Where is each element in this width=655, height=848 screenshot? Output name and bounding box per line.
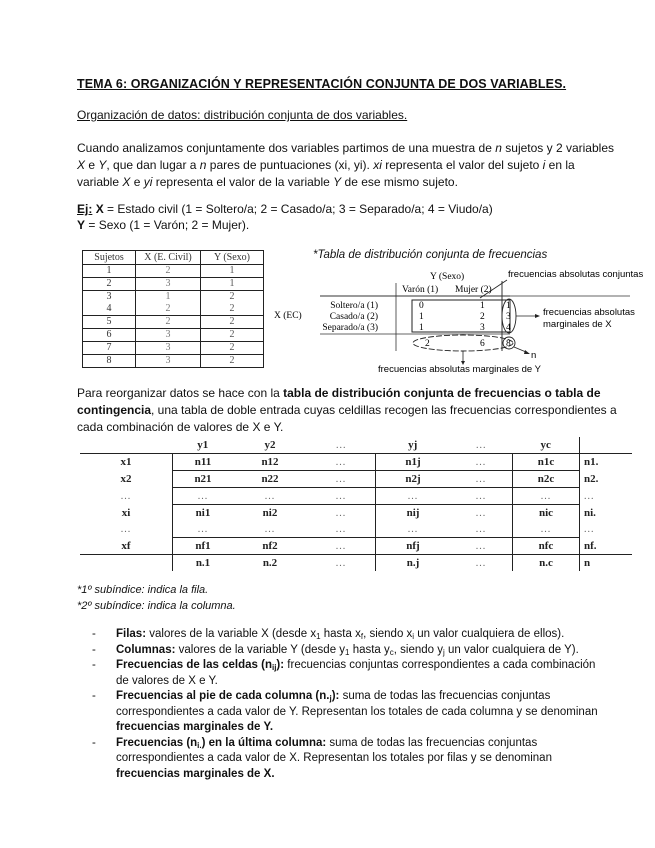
contingency-cell: ... [450, 471, 513, 488]
table-cell: 1 [83, 265, 136, 278]
list-item-filas [92, 627, 602, 643]
contingency-cell: yc [513, 437, 580, 454]
text: representa el valor del sujeto [381, 158, 543, 172]
row-header: Soltero/a (1) [330, 301, 378, 311]
contingency-cell: y2 [233, 437, 307, 454]
contingency-cell: n2. [580, 471, 633, 488]
subscript: ij [271, 663, 277, 672]
table-header-row [83, 251, 264, 265]
dash: - [92, 643, 96, 656]
contingency-cell: ... [307, 437, 376, 454]
subscript: 1 [316, 632, 321, 641]
text: Para reorganizar datos se hace con la [77, 386, 284, 400]
text: yi [143, 175, 153, 189]
text: e [130, 175, 144, 189]
subscript-notes [77, 582, 236, 614]
table-cell: 3 [136, 329, 201, 342]
contingency-cell: ... [233, 488, 307, 505]
bold-text: ): [276, 659, 285, 671]
contingency-cell: ... [120, 490, 132, 502]
text: , siendo x [363, 628, 413, 640]
row-header: Casado/a (2) [329, 312, 378, 322]
table-cell: 2 [83, 278, 136, 291]
contingency-cell: ... [450, 538, 513, 555]
table-row [83, 291, 264, 304]
subscript: j [329, 694, 332, 703]
data-row [80, 521, 632, 538]
row-total: 4 [506, 323, 511, 333]
table-cell: 3 [83, 291, 136, 304]
text: i [542, 158, 546, 172]
contingency-cell: ... [335, 507, 347, 519]
annotation-marginal-y: frecuencias absolutas marginales de Y [378, 364, 542, 375]
table-cell: 2 [136, 265, 201, 278]
text: hasta x [320, 628, 361, 640]
bold-text: frecuencias marginales de X. [116, 767, 275, 780]
cell: 1 [419, 312, 424, 322]
contingency-cell: ... [376, 521, 451, 538]
contingency-cell: ... [450, 521, 513, 538]
text: Y [333, 175, 342, 189]
data-row [80, 488, 632, 505]
contingency-cell [80, 437, 173, 454]
table-cell: 2 [201, 303, 264, 316]
table-row [83, 355, 264, 368]
contingency-cell: y1 [173, 437, 234, 454]
contingency-cell: ... [173, 488, 234, 505]
arrowhead-icon [524, 350, 530, 354]
contingency-cell: ... [475, 557, 487, 569]
contingency-table [80, 437, 632, 571]
contingency-cell: ni1 [173, 505, 234, 522]
contingency-cell: ... [450, 454, 513, 471]
contingency-cell: n2c [513, 471, 580, 488]
table-cell: 2 [136, 316, 201, 329]
contingency-cell: n1c [513, 454, 580, 471]
bold-text: tabla de distribución conjunta de frecuencias o tabla de contingencia [77, 386, 601, 417]
contingency-cell: ... [307, 488, 376, 505]
note: *1º subíndice: indica la fila. [77, 584, 209, 596]
col-header: Mujer (2) [455, 285, 492, 295]
cell: 1 [480, 301, 485, 311]
contingency-cell: n1. [580, 454, 633, 471]
contingency-cell: ... [513, 521, 580, 538]
cell: 0 [419, 301, 424, 311]
example-x-line [77, 201, 617, 217]
table-row [83, 303, 264, 316]
contingency-cell: ... [120, 523, 132, 535]
contingency-cell: ... [307, 521, 376, 538]
text: , siendo y [393, 643, 444, 656]
contingency-cell: ... [376, 488, 451, 505]
text: Cuando analizamos conjuntamente dos variables partimos de una muestra de [77, 141, 496, 155]
table-cell: 3 [136, 278, 201, 291]
contingency-cell: xf [80, 538, 173, 555]
text: en la variable [77, 158, 575, 189]
intro-paragraph [77, 140, 617, 191]
contingency-cell: nf1 [173, 538, 234, 555]
contingency-cell: nf2 [233, 538, 307, 555]
data-row [80, 471, 632, 488]
cell: 3 [480, 323, 485, 333]
contingency-cell: x1 [120, 456, 132, 469]
subscript: i [412, 632, 415, 641]
table-cell: 7 [83, 342, 136, 355]
grand-total: 8 [506, 339, 511, 349]
text: hasta y [349, 643, 390, 656]
contingency-cell: ... [450, 437, 513, 454]
diagram-title: *Tabla de distribución conjunta de frecuencias [313, 249, 548, 261]
example-block [77, 201, 617, 233]
table-cell: 2 [201, 329, 264, 342]
header-row [80, 437, 632, 454]
text: pares de puntuaciones (xi, yi). [206, 158, 374, 172]
contingency-cell: n.j [376, 555, 451, 572]
list-item-celdas [92, 658, 602, 689]
row-header: Separado/a (3) [322, 323, 378, 333]
text: X [77, 158, 86, 172]
contingency-cell: ... [513, 488, 580, 505]
contingency-cell: ni. [580, 505, 633, 522]
example-label: Ej: [77, 202, 93, 216]
x-var: X [95, 202, 104, 216]
table-cell: 2 [201, 316, 264, 329]
header-cell: Sujetos [83, 251, 136, 265]
dash: - [92, 628, 96, 640]
text: valores de la variable X (desde x [146, 628, 317, 640]
text: frecuencias conjuntas correspondientes a cada combinación de valores de X e Y. [116, 659, 596, 687]
subjects-data-table [82, 250, 264, 368]
subscript: 1 [345, 647, 350, 657]
text: un valor cualquiera de ellos). [414, 628, 565, 640]
definitions-list [92, 627, 602, 782]
table-cell: 2 [201, 291, 264, 304]
contingency-cell: ... [580, 521, 633, 538]
header-cell: X (E. Civil) [136, 251, 201, 265]
footer-row [80, 555, 632, 572]
table-row [83, 329, 264, 342]
contingency-cell: nic [513, 505, 580, 522]
y-var: Y [77, 218, 86, 232]
text: e [85, 158, 99, 172]
text: suma de todas las frecuencias conjuntas correspondientes a cada valor de X. Representan los totales por filas y se denominan [116, 736, 552, 764]
bold-text: frecuencias marginales de Y. [116, 721, 274, 733]
text: Y [98, 158, 107, 172]
dash: - [92, 659, 96, 671]
contingency-cell: ... [335, 557, 347, 569]
contingency-paragraph [77, 385, 617, 436]
contingency-cell: ... [307, 538, 376, 555]
header-cell: Y (Sexo) [201, 251, 264, 265]
annotation-n: n [531, 350, 537, 361]
data-row [80, 538, 632, 555]
contingency-cell: ... [233, 521, 307, 538]
list-item-ultima-columna [92, 736, 602, 783]
text: de ese mismo sujeto. [341, 175, 458, 189]
contingency-cell: ... [307, 454, 376, 471]
table-cell: 5 [83, 316, 136, 329]
joint-frequencies-box [412, 300, 510, 332]
contingency-cell: n1j [376, 454, 451, 471]
contingency-cell: nfj [376, 538, 451, 555]
table-cell: 6 [83, 329, 136, 342]
y-variable-label: Y (Sexo) [430, 272, 465, 282]
contingency-cell: n22 [233, 471, 307, 488]
list-item-columnas [92, 643, 602, 659]
document-title: TEMA 6: ORGANIZACIÓN Y REPRESENTACIÓN CONJUNTA DE DOS VARIABLES. [77, 77, 567, 91]
note: *2º subíndice: indica la columna. [77, 600, 236, 612]
table-cell: 8 [83, 355, 136, 368]
example-y-line [77, 217, 617, 233]
annotation-marginal-x: frecuencias absolutas [543, 307, 635, 318]
frequency-diagram [270, 265, 650, 375]
table-cell: 1 [136, 291, 201, 304]
contingency-cell: n2j [376, 471, 451, 488]
contingency-cell: ... [475, 507, 487, 519]
table-body [83, 265, 264, 368]
table-cell: 2 [136, 303, 201, 316]
contingency-cell: n.c [513, 555, 580, 572]
table-row [83, 342, 264, 355]
text: X [122, 175, 131, 189]
table-row [83, 278, 264, 291]
contingency-cell: x2 [120, 473, 132, 485]
text: representa el valor de la variable [152, 175, 334, 189]
contingency-cell: yj [376, 437, 451, 454]
contingency-cell: ... [173, 521, 234, 538]
cell: 2 [480, 312, 485, 322]
contingency-cell: nij [376, 505, 451, 522]
list-item-pie-columna [92, 689, 602, 736]
table-cell: 1 [201, 265, 264, 278]
bold-text: Filas: [116, 628, 147, 640]
dash: - [92, 690, 96, 702]
subscript: j [443, 647, 445, 657]
contingency-cell: ni2 [262, 507, 278, 519]
subscript: i. [197, 740, 202, 750]
contingency-cell: n.2 [262, 557, 278, 569]
arrowhead-icon [535, 314, 540, 318]
contingency-cell [580, 437, 633, 454]
dash: - [92, 736, 96, 749]
text: sujetos y 2 variables [501, 141, 614, 155]
contingency-cell: n.1 [173, 555, 234, 572]
annotation-joint: frecuencias absolutas conjuntas [508, 269, 644, 280]
contingency-cell: xi [121, 506, 131, 519]
table-cell: 1 [201, 278, 264, 291]
contingency-cell: nfc [513, 538, 580, 555]
bold-text: Frecuencias (n [116, 736, 198, 749]
arrow-n [514, 347, 526, 352]
bold-text: ): [331, 690, 340, 702]
text: xi [373, 158, 382, 172]
x-variable-label: X (EC) [274, 311, 302, 321]
contingency-cell: n [580, 555, 633, 572]
cell: 1 [419, 323, 424, 333]
contingency-cell: ... [450, 488, 513, 505]
col-header: Varón (1) [402, 285, 439, 295]
bold-text: Frecuencias al pie de cada columna (n. [116, 690, 330, 702]
row-total: 3 [506, 312, 511, 322]
x-def: = Estado civil (1 = Soltero/a; 2 = Casado/a; 3 = Separado/a; 4 = Viudo/a) [103, 202, 493, 216]
text: , que dan lugar a [106, 158, 200, 172]
contingency-cell: n12 [233, 454, 307, 471]
data-row [80, 505, 632, 522]
text: n [495, 141, 502, 155]
text: valores de la variable Y (desde y [175, 643, 346, 656]
contingency-cell: n11 [173, 454, 234, 471]
text: , una tabla de doble entrada cuyas celdillas recogen las frecuencias correspondientes a cada combinación de valores de X e Y. [77, 403, 617, 434]
contingency-cell: n21 [173, 471, 234, 488]
bold-text: Frecuencias de las celdas (n [116, 659, 272, 671]
bold-text: ) en la última columna: [201, 736, 327, 749]
annotation-marginal-x: marginales de X [543, 319, 612, 330]
data-row [80, 454, 632, 471]
subscript: f [360, 632, 364, 641]
table-row [83, 316, 264, 329]
table-cell: 3 [136, 355, 201, 368]
row-total: 1 [506, 301, 511, 311]
text: un valor cualquiera de Y). [444, 643, 579, 656]
contingency-cell: ... [580, 488, 633, 505]
contingency-cell: nf. [580, 538, 633, 555]
y-def: = Sexo (1 = Varón; 2 = Mujer). [85, 218, 250, 232]
contingency-cell: ... [307, 471, 376, 488]
text: n [199, 158, 207, 172]
table-cell: 4 [83, 303, 136, 316]
section-subtitle: Organización de datos: distribución conjunta de dos variables. [77, 108, 408, 122]
subscript: c [389, 647, 394, 657]
table-cell: 2 [201, 355, 264, 368]
col-total: 6 [480, 339, 485, 349]
table-cell: 3 [136, 342, 201, 355]
col-total: 2 [425, 339, 430, 349]
bold-text: Columnas: [116, 643, 176, 656]
table-row [83, 265, 264, 278]
table-cell: 2 [201, 342, 264, 355]
contingency-cell [80, 555, 173, 572]
text: suma de todas las frecuencias conjuntas correspondientes a cada valor de Y. Representan los totales de cada columna y se denominan [116, 690, 598, 718]
